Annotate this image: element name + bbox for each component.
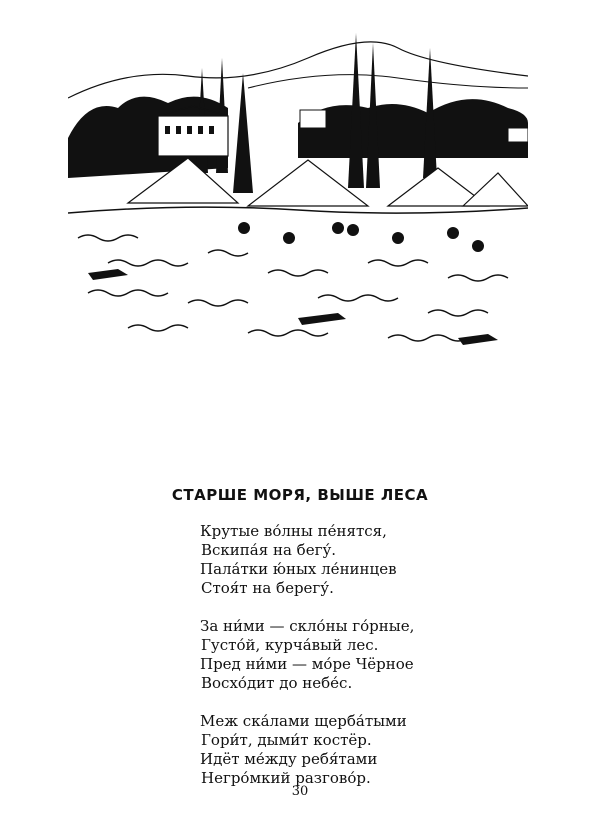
poem-line: Крутые во́лны пе́нятся, xyxy=(200,522,387,540)
poem-line: Пред ни́ми — мо́ре Чёрное xyxy=(200,655,414,673)
poem-line: Негро́мкий разгово́р. xyxy=(201,769,371,787)
poem-line: Вскипа́я на бегу́. xyxy=(201,541,337,559)
poem-line: Стоя́т на берегу́. xyxy=(201,579,334,597)
poem-line: Гори́т, дыми́т костёр. xyxy=(201,731,372,749)
stanza xyxy=(200,617,500,693)
poem-line: Меж ска́лами щерба́тыми xyxy=(200,712,407,730)
poem-title: СТАРШЕ МОРЯ, ВЫШЕ ЛЕСА xyxy=(171,486,429,504)
poem-line: За ни́ми — скло́ны го́рные, xyxy=(200,617,415,635)
stanza xyxy=(200,522,500,598)
stanza xyxy=(200,712,500,788)
page-number: 30 xyxy=(291,784,309,799)
poem-line: Пала́тки ю́ных ле́нинцев xyxy=(200,560,397,578)
seaside-camp-illustration xyxy=(68,28,528,350)
poem-line: Густо́й, курча́вый лес. xyxy=(201,636,379,654)
poem-line: Восхо́дит до небе́с. xyxy=(201,674,353,692)
poem-body xyxy=(200,522,500,807)
poem-line: Идёт ме́жду ребя́тами xyxy=(200,750,378,768)
